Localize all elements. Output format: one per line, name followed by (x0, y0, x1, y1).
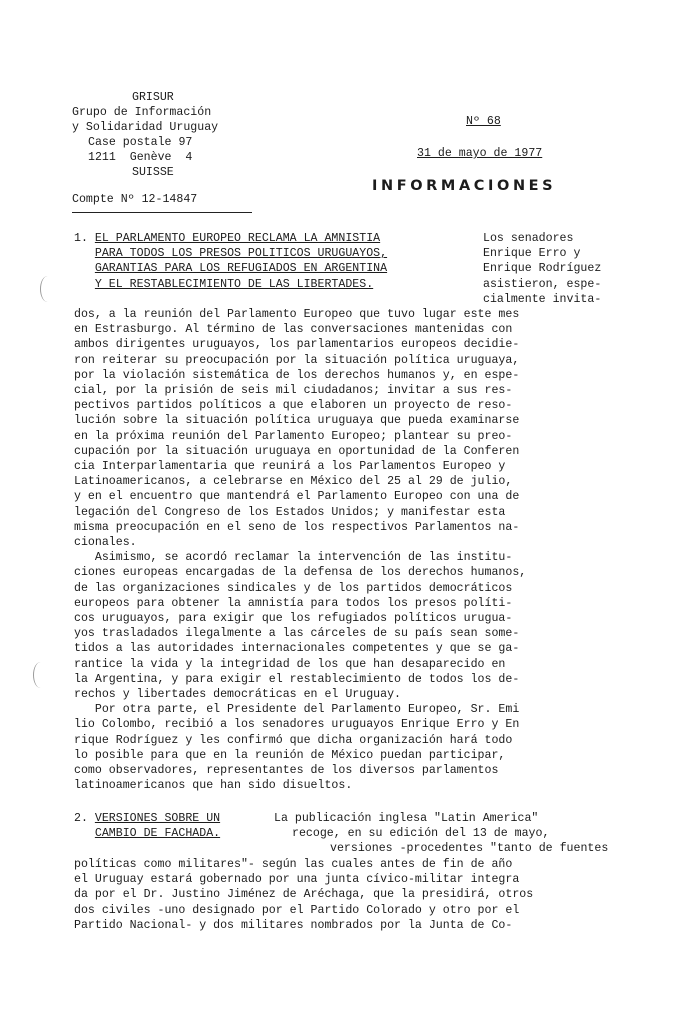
page-title: INFORMACIONES (372, 178, 557, 194)
section1-body-line: de las organizaciones sindicales y de los partidos democráticos (74, 581, 513, 595)
section1-body-line: Asimismo, se acordó reclamar la intervención de las institu- (74, 551, 513, 565)
section1-body-line: pectivos partidos políticos a que elaboren un proyecto de reso- (74, 399, 513, 413)
section1-side-line: asistieron, espe- (483, 277, 602, 291)
section1-side-line: Enrique Erro y (483, 247, 581, 261)
section2-body-line: da por el Dr. Justino Jiménez de Aréchaga, que la presidirá, otros (74, 888, 534, 902)
section2-side-line: versiones -procedentes "tanto de fuentes (330, 842, 609, 856)
section2-body-line: Partido Nacional- y dos militares nombrados por la Junta de Co- (74, 918, 513, 932)
section1-body-line: lio Colombo, recibió a los senadores uruguayos Enrique Erro y En (74, 718, 520, 732)
section2-heading-line: CAMBIO DE FACHADA. (94, 827, 221, 841)
section1-side-line: cialmente invita- (483, 292, 602, 306)
section1-body-line: rique Rodríguez y les confirmó que dicha organización hará todo (74, 733, 513, 747)
section2-body-line: políticas como militares"- según las cuales antes de fin de año (74, 858, 513, 871)
section2-body-line: el Uruguay estará gobernado por una junta cívico-militar integra (74, 873, 520, 887)
section1-side-line: Enrique Rodríguez (483, 262, 602, 276)
section1-body-line: cia Interparlamentaria que reunirá a los Parlamentos Europeo y (74, 460, 506, 473)
section1-body-line: y en el encuentro que mantendrá el Parlamento Europeo con una de (74, 490, 520, 504)
section1-body-line: en la próxima reunión del Parlamento Europeo; plantear su preo- (74, 429, 513, 443)
punch-hole-mark (33, 662, 48, 688)
section2-heading-line: 2. VERSIONES SOBRE UN (74, 812, 221, 825)
issue-date: 31 de mayo de 1977 (417, 147, 543, 160)
section1-body-line: tidos a las autoridades internacionales competentes y que se ga- (74, 642, 520, 656)
section1-body-line: ron reiterar su preocupación por la situación política uruguaya, (74, 353, 520, 367)
org-name: GRISUR (132, 91, 174, 104)
section1-body-line: ciones europeas encargadas de la defensa de los derechos humanos, (74, 566, 527, 580)
section1-body-line: cupación por la situación uruguaya en oportunidad de la Conferen (74, 444, 520, 458)
section1-heading-line: 1. EL PARLAMENTO EUROPEO RECLAMA LA AMNISTIA (74, 232, 381, 245)
issue-number: Nº 68 (466, 115, 501, 128)
org-line: Grupo de Información (72, 106, 212, 119)
section1-body-line: Latinoamericanos, a celebrarse en México del 25 al 29 de julio, (74, 475, 513, 489)
section1-side-line: Los senadores (483, 232, 574, 245)
section1-body-line: rechos y libertades democráticas en el Uruguay. (74, 688, 401, 701)
section1-body-line: dos, a la reunión del Parlamento Europeo que tuvo lugar este mes (74, 308, 520, 321)
section1-body-line: ambos dirigentes uruguayos, los parlamentarios europeos decidie- (74, 338, 520, 352)
punch-hole-mark (40, 276, 55, 302)
section1-body-line: la Argentina, y para exigir el restablecimiento de todos los de- (74, 672, 520, 686)
section1-body-line: legación del Congreso de los Estados Unidos; y manifestar esta (74, 505, 506, 519)
section1-heading-line: Y EL RESTABLECIMIENTO DE LAS LIBERTADES. (94, 277, 374, 291)
section1-body-line: en Estrasburgo. Al término de las conversaciones mantenidas con (74, 323, 513, 337)
section1-body-line: cionales. (74, 536, 137, 549)
org-line: SUISSE (132, 166, 174, 179)
section1-heading-line: PARA TODOS LOS PRESOS POLITICOS URUGUAYOS, (94, 247, 388, 261)
section1-body-line: cial, por la prisión de seis mil ciudadanos; invitar a sus res- (74, 384, 513, 397)
section1-body-line: rantice la vida y la integridad de los que han desaparecido en (74, 657, 506, 671)
header-divider (72, 212, 252, 213)
section1-body-line: por la violación sistemática de los derechos humanos y, en espe- (74, 368, 520, 382)
section2-side-line: La publicación inglesa "Latin America" (274, 812, 539, 825)
account-number: Compte Nº 12-14847 (72, 193, 198, 206)
section1-body-line: misma preocupación en el seno de los respectivos Parlamentos na- (74, 520, 520, 534)
section1-body-line: cos uruguayos, para exigir que los refugiados políticos urugua- (74, 612, 513, 625)
organization-address (72, 90, 272, 180)
section1-body-line: como observadores, representantes de los diversos parlamentos (74, 764, 499, 777)
section1-body-line: europeos para obtener la amnistía para todos los presos políti- (74, 596, 513, 610)
org-line: Case postale 97 (88, 136, 193, 149)
org-line: 1211 Genève 4 (88, 151, 193, 164)
section1-heading-line: GARANTIAS PARA LOS REFUGIADOS EN ARGENTINA (94, 262, 388, 276)
section1-body-line: yos trasladados ilegalmente a las cárceles de su país sean some- (74, 627, 520, 641)
section1-body-line: latinoamericanos que han sido disueltos. (74, 779, 353, 793)
section1-body-line: Por otra parte, el Presidente del Parlamento Europeo, Sr. Emi (74, 703, 520, 717)
section2-body-line: dos civiles -uno designado por el Partido Colorado y otro por el (74, 903, 520, 917)
org-line: y Solidaridad Uruguay (72, 121, 219, 134)
section1-body-line: lo posible para que en la reunión de México puedan participar, (74, 748, 506, 762)
section2-side-line: recoge, en su edición del 13 de mayo, (292, 827, 550, 841)
section1-body-line: lución sobre la situación política uruguaya que pueda examinarse (74, 414, 520, 428)
